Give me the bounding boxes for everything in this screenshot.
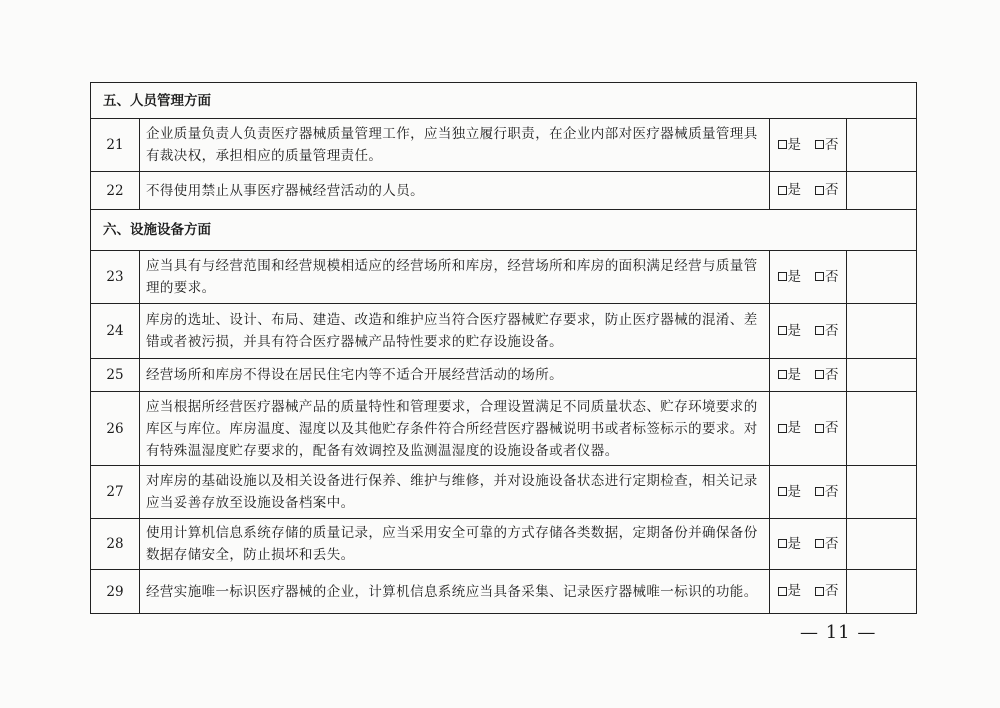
checkbox-icon — [815, 140, 824, 149]
yes-no-options — [770, 359, 847, 392]
item-text: 经营场所和库房不得设在居民住宅内等不适合开展经营活动的场所。 — [140, 359, 770, 392]
yes-no-options — [770, 304, 847, 359]
remark-cell — [847, 570, 917, 614]
yes-label: 是 — [787, 268, 801, 285]
checkbox-icon — [815, 587, 824, 596]
item-text: 库房的选址、设计、布局、建造、改造和维护应当符合医疗器械贮存要求，防止医疗器械的混淆、差错或者被污损，并具有符合医疗器械产品特性要求的贮存设施设备。 — [140, 304, 770, 359]
yes-checkbox[interactable] — [778, 179, 802, 201]
remark-cell — [847, 392, 917, 466]
no-checkbox[interactable] — [815, 320, 839, 342]
checkbox-icon — [815, 424, 824, 433]
yes-checkbox[interactable] — [778, 364, 802, 386]
no-label: 否 — [825, 535, 839, 552]
yes-checkbox[interactable] — [778, 533, 802, 555]
checkbox-icon — [778, 140, 787, 149]
yes-checkbox[interactable] — [778, 417, 802, 439]
no-checkbox[interactable] — [815, 417, 839, 439]
item-text: 使用计算机信息系统存储的质量记录，应当采用安全可靠的方式存储各类数据，定期备份并确保备份数据存储安全，防止损坏和丢失。 — [140, 519, 770, 570]
yes-label: 是 — [787, 366, 801, 383]
remark-cell — [847, 519, 917, 570]
remark-cell — [847, 251, 917, 304]
no-checkbox[interactable] — [815, 364, 839, 386]
yes-checkbox[interactable] — [778, 134, 802, 156]
yes-checkbox[interactable] — [778, 580, 802, 602]
item-text: 经营实施唯一标识医疗器械的企业，计算机信息系统应当具备采集、记录医疗器械唯一标识的功能。 — [140, 570, 770, 614]
section-row — [91, 210, 917, 251]
no-label: 否 — [825, 366, 839, 383]
yes-label: 是 — [787, 136, 801, 153]
item-number: 24 — [91, 304, 140, 359]
checkbox-icon — [815, 487, 824, 496]
no-checkbox[interactable] — [815, 533, 839, 555]
checkbox-icon — [815, 539, 824, 548]
remark-cell — [847, 359, 917, 392]
no-checkbox[interactable] — [815, 134, 839, 156]
section-title-personnel: 五、人员管理方面 — [91, 83, 917, 119]
yes-no-options — [770, 251, 847, 304]
no-label: 否 — [825, 322, 839, 339]
remark-cell — [847, 119, 917, 172]
item-number: 27 — [91, 466, 140, 519]
item-number: 25 — [91, 359, 140, 392]
item-text: 应当具有与经营范围和经营规模相适应的经营场所和库房，经营场所和库房的面积满足经营与质量管理的要求。 — [140, 251, 770, 304]
checkbox-icon — [815, 370, 824, 379]
yes-label: 是 — [787, 182, 801, 199]
yes-label: 是 — [787, 483, 801, 500]
section-row — [91, 83, 917, 119]
yes-checkbox[interactable] — [778, 320, 802, 342]
yes-checkbox[interactable] — [778, 481, 802, 503]
item-text: 企业质量负责人负责医疗器械质量管理工作，应当独立履行职责，在企业内部对医疗器械质量管理具有裁决权，承担相应的质量管理责任。 — [140, 119, 770, 172]
no-label: 否 — [825, 420, 839, 437]
no-checkbox[interactable] — [815, 266, 839, 288]
remark-cell — [847, 172, 917, 210]
item-number: 29 — [91, 570, 140, 614]
no-label: 否 — [825, 268, 839, 285]
no-label: 否 — [825, 136, 839, 153]
item-number: 22 — [91, 172, 140, 210]
table-row — [91, 304, 917, 359]
table-row — [91, 466, 917, 519]
yes-no-options — [770, 466, 847, 519]
checkbox-icon — [778, 424, 787, 433]
section-title-facilities: 六、设施设备方面 — [91, 210, 917, 251]
table-row — [91, 172, 917, 210]
checkbox-icon — [815, 186, 824, 195]
checklist-table — [90, 82, 917, 614]
checkbox-icon — [815, 326, 824, 335]
table-row — [91, 359, 917, 392]
table-row — [91, 570, 917, 614]
no-checkbox[interactable] — [815, 580, 839, 602]
yes-no-options — [770, 392, 847, 466]
table-row — [91, 251, 917, 304]
page-number: — 11 — — [800, 622, 877, 643]
table-row — [91, 392, 917, 466]
checkbox-icon — [778, 587, 787, 596]
no-checkbox[interactable] — [815, 179, 839, 201]
item-text: 应当根据所经营医疗器械产品的质量特性和管理要求，合理设置满足不同质量状态、贮存环境要求的库区与库位。库房温度、湿度以及其他贮存条件符合所经营医疗器械说明书或者标签标示的要求。对有特殊温湿度贮存要求的，配备有效调控及监测温湿度的设施设备或者仪器。 — [140, 392, 770, 466]
item-number: 26 — [91, 392, 140, 466]
yes-label: 是 — [787, 322, 801, 339]
remark-cell — [847, 466, 917, 519]
table-row — [91, 519, 917, 570]
no-label: 否 — [825, 182, 839, 199]
yes-no-options — [770, 172, 847, 210]
yes-label: 是 — [787, 583, 801, 600]
item-text: 不得使用禁止从事医疗器械经营活动的人员。 — [140, 172, 770, 210]
item-number: 23 — [91, 251, 140, 304]
remark-cell — [847, 304, 917, 359]
checkbox-icon — [778, 186, 787, 195]
item-number: 28 — [91, 519, 140, 570]
checkbox-icon — [778, 326, 787, 335]
table-row — [91, 119, 917, 172]
item-text: 对库房的基础设施以及相关设备进行保养、维护与维修，并对设施设备状态进行定期检查，相关记录应当妥善存放至设施设备档案中。 — [140, 466, 770, 519]
yes-label: 是 — [787, 420, 801, 437]
no-label: 否 — [825, 483, 839, 500]
yes-no-options — [770, 119, 847, 172]
no-checkbox[interactable] — [815, 481, 839, 503]
no-label: 否 — [825, 583, 839, 600]
yes-no-options — [770, 570, 847, 614]
item-number: 21 — [91, 119, 140, 172]
yes-checkbox[interactable] — [778, 266, 802, 288]
checkbox-icon — [778, 272, 787, 281]
checkbox-icon — [815, 272, 824, 281]
checkbox-icon — [778, 370, 787, 379]
yes-label: 是 — [787, 535, 801, 552]
checkbox-icon — [778, 487, 787, 496]
checkbox-icon — [778, 539, 787, 548]
yes-no-options — [770, 519, 847, 570]
